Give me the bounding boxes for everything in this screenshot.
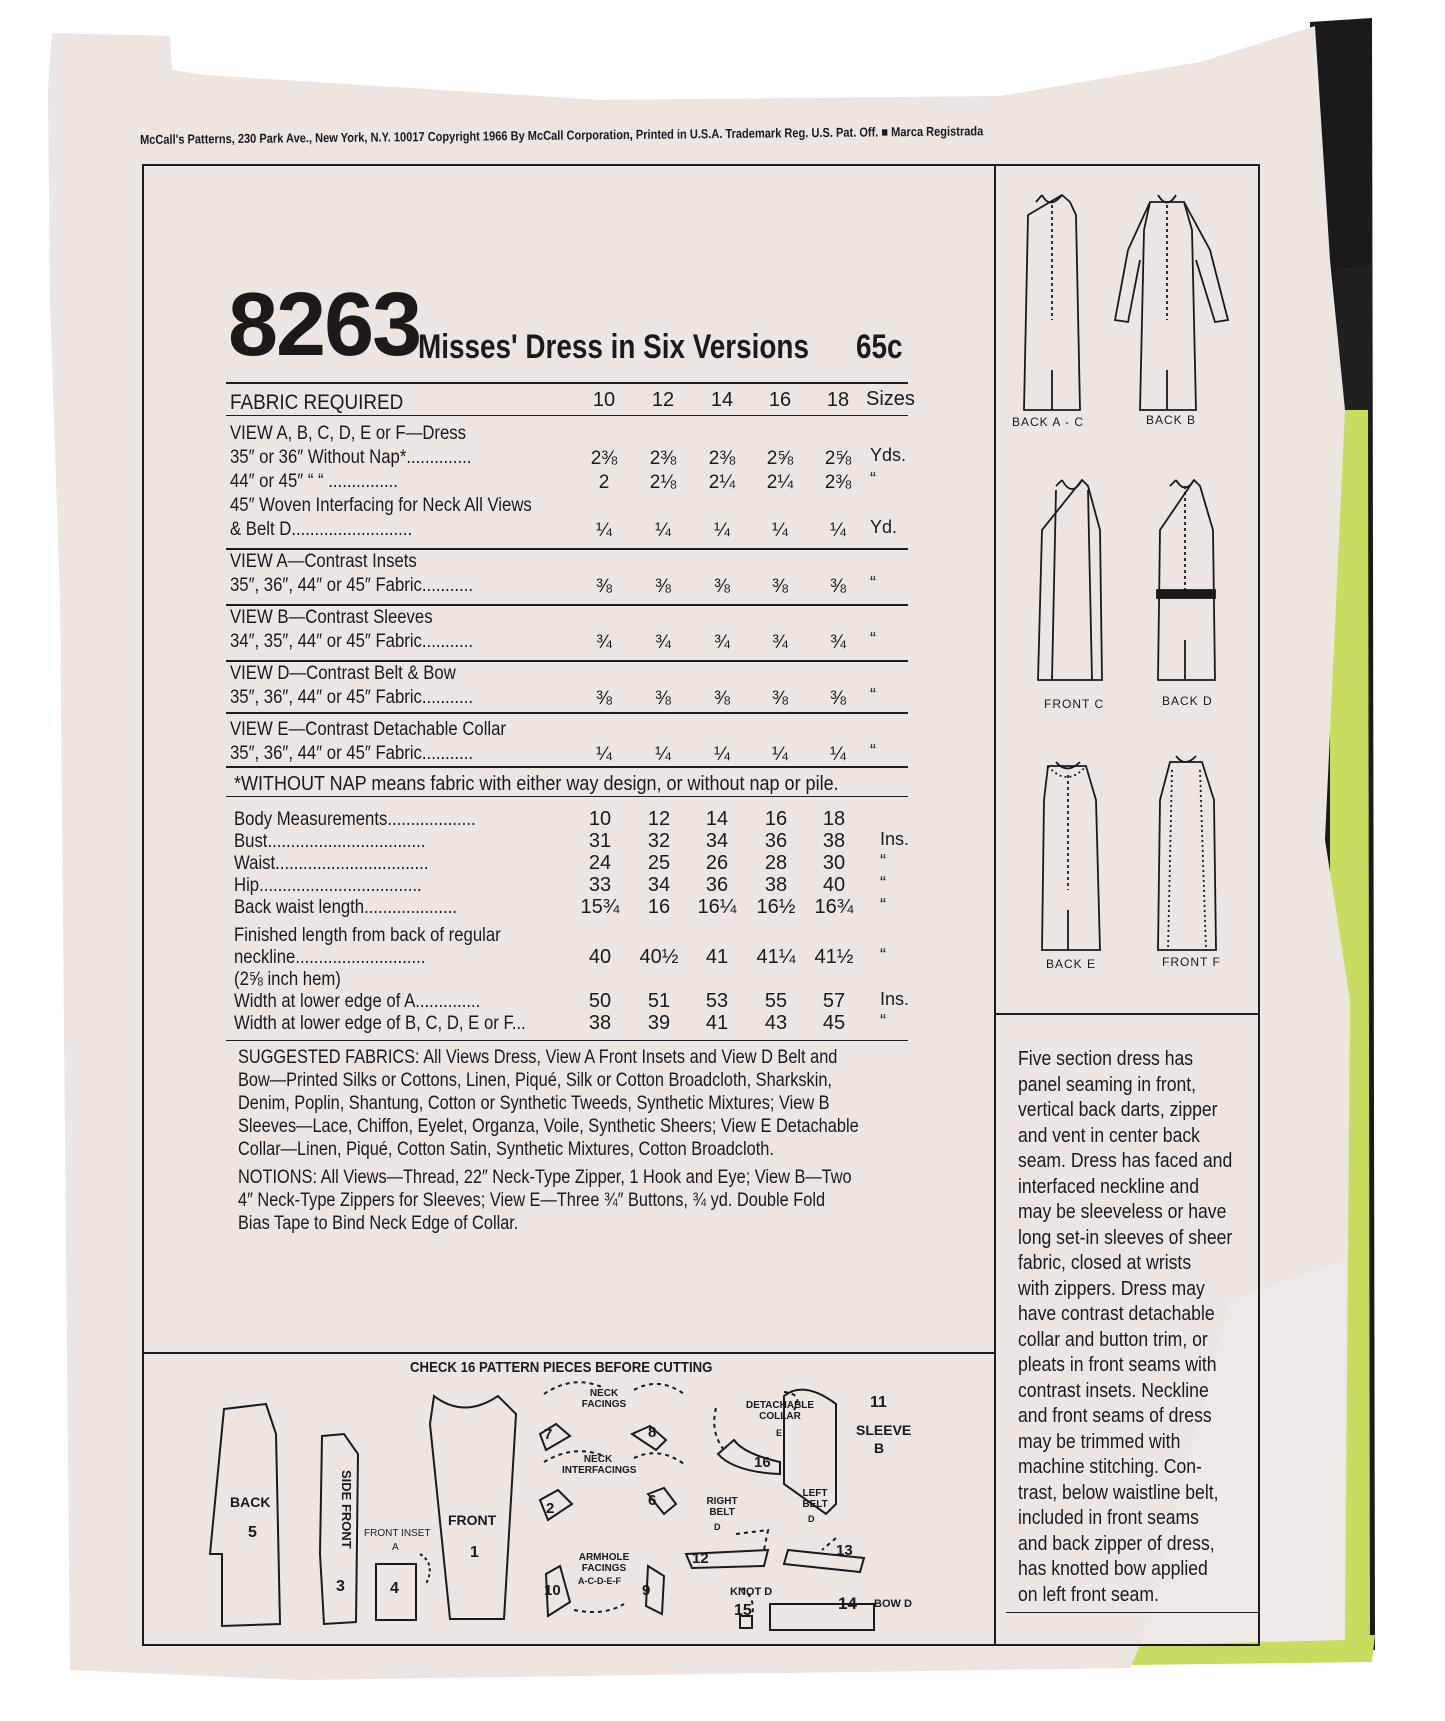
measurement-row-value: 32	[647, 830, 671, 852]
piece-armhole-facings-name: ARMHOLE FACINGS	[578, 1552, 630, 1574]
description-line: vertical back darts, zipper	[1018, 1099, 1218, 1121]
fabric-row-value: ¼	[655, 520, 671, 541]
measurement-row-unit: “	[880, 851, 886, 871]
fabric-row-value: ¼	[596, 520, 612, 541]
fabric-row-unit: “	[870, 741, 876, 761]
piece-front-inset-sub: A	[392, 1542, 399, 1553]
description-line: contrast insets. Neckline	[1018, 1379, 1209, 1402]
publisher-line: McCall's Patterns, 230 Park Ave., New York, N.Y. 10017 Copyright 1966 By McCall Corporation, Printed in U.S.A. Trademark Reg. U.S. Pat. Off. ■ Marca Registrada	[139, 123, 984, 147]
suggested-fabrics-line: Sleeves—Lace, Chiffon, Eyelet, Organza, Voile, Synthetic Sheers; View E Detachable	[238, 1116, 859, 1137]
fabric-row-value: ¼	[714, 520, 730, 541]
suggested-fabrics-line: Collar—Linen, Piqué, Cotton Satin, Synthetic Mixtures, Cotton Broadcloth.	[238, 1139, 774, 1160]
size-header: 16	[768, 389, 792, 411]
piece-sleeve-sub: B	[874, 1440, 885, 1456]
fabric-row-value: ¾	[830, 632, 846, 653]
measurement-row-value: 55	[764, 990, 788, 1012]
piece-right-belt-sub: D	[714, 1522, 721, 1532]
measurement-row-value: 43	[764, 1012, 788, 1034]
measurement-row-unit: “	[880, 945, 886, 965]
piece-front-name: FRONT	[448, 1512, 497, 1528]
view-label-back-b: BACK B	[1146, 413, 1197, 427]
piece-front-inset-number: 4	[390, 1580, 399, 1597]
fabric-row-value: ⅜	[596, 688, 612, 709]
fabric-top-rule	[226, 382, 908, 384]
measurement-row-label: Hip...................................	[234, 875, 422, 896]
fabric-row-value: 2⅛	[649, 472, 677, 493]
fabric-header-rule	[226, 415, 908, 416]
measurement-row-value: 16¼	[697, 896, 737, 918]
description-line: and back zipper of dress,	[1018, 1532, 1215, 1555]
view-label-front-f: FRONT F	[1162, 955, 1221, 969]
piece-sleeve-name: SLEEVE	[856, 1422, 912, 1438]
pattern-price: 65c	[856, 328, 903, 366]
size-header: 14	[710, 389, 734, 411]
measurement-row-value: 12	[647, 808, 671, 830]
fabric-row-unit: “	[870, 629, 876, 649]
measurement-row-label: Finished length from back of regular	[234, 925, 501, 946]
measurement-row-value: 24	[588, 852, 612, 874]
piece-armhole-facings-number: 10	[544, 1582, 561, 1599]
description-line: machine stitching. Con-	[1018, 1456, 1202, 1478]
fabric-heading: FABRIC REQUIRED	[230, 391, 404, 414]
measurement-row-unit: “	[880, 873, 886, 893]
fabric-row-unit: “	[870, 573, 876, 593]
description-line: panel seaming in front,	[1018, 1073, 1197, 1096]
measurement-row-label: Waist.................................	[234, 853, 429, 874]
fabric-row-label: 35″, 36″, 44″ or 45″ Fabric...........	[230, 575, 474, 596]
description-line: trast, below waistline belt,	[1018, 1481, 1219, 1504]
measurement-row-value: 16	[647, 896, 671, 918]
measurement-row-value: 40	[822, 874, 846, 896]
fabric-row-value: ¼	[596, 744, 612, 765]
measurement-row-value: 30	[822, 852, 846, 874]
fabric-row-value: ⅜	[655, 688, 671, 709]
measurement-row-value: 10	[588, 808, 612, 830]
piece-left-belt-sub: D	[808, 1514, 815, 1524]
piece-back-number: 5	[248, 1524, 257, 1541]
measurement-row-label: Back waist length....................	[234, 897, 458, 918]
divider-vertical	[994, 164, 996, 1644]
piece-detachable-collar-sub: E	[776, 1428, 783, 1438]
measurement-row-value: 38	[822, 830, 846, 852]
fabric-row-value: ¾	[714, 632, 730, 653]
piece-front-number: 1	[470, 1544, 479, 1561]
description-line: Five section dress has	[1018, 1048, 1194, 1070]
fabric-row-value: 2¼	[708, 472, 736, 493]
piece-neck-facings-number: 8	[648, 1424, 657, 1441]
piece-right-belt-name: RIGHT BELT	[706, 1496, 738, 1518]
fabric-row-value: ⅜	[714, 688, 730, 709]
piece-knot-number: 15	[734, 1602, 752, 1619]
notions-line: Bias Tape to Bind Neck Edge of Collar.	[238, 1213, 519, 1234]
fabric-row-rule	[226, 766, 908, 768]
fabric-row-label: 44″ or 45″ “ “ ...............	[230, 471, 398, 492]
notions-line: NOTIONS: All Views—Thread, 22″ Neck-Type Zipper, 1 Hook and Eye; View B—Two	[238, 1167, 852, 1188]
frame-bottom	[142, 1644, 1260, 1646]
fabric-row-value: ⅜	[714, 576, 730, 597]
fabric-row-label: VIEW A, B, C, D, E or F—Dress	[230, 423, 466, 444]
dress-views-illustration	[1000, 170, 1255, 1010]
measurement-row-value: 28	[764, 852, 788, 874]
description-line: has knotted bow applied	[1018, 1558, 1208, 1580]
frame-top	[142, 164, 1260, 166]
measurement-row-value: 15¾	[580, 896, 620, 918]
description-line: may be trimmed with	[1018, 1430, 1181, 1453]
fabric-row-value: ¼	[772, 520, 788, 541]
piece-neck-interfacings-name: NECK INTERFACINGS	[562, 1454, 637, 1476]
pattern-number: 8263	[228, 275, 421, 375]
measurement-row-value: 40	[588, 946, 612, 968]
notions-line: 4″ Neck-Type Zippers for Sleeves; View E—Three ¾″ Buttons, ¾ yd. Double Fold	[238, 1190, 826, 1211]
measurement-row-value: 38	[764, 874, 788, 896]
measurement-row-value: 16	[764, 808, 788, 830]
without-nap-footnote: *WITHOUT NAP means fabric with either way design, or without nap or pile.	[234, 773, 839, 795]
fabric-row-unit: Yd.	[870, 517, 898, 537]
measurement-row-unit: “	[880, 1011, 886, 1031]
view-label-back-a-c: BACK A - C	[1012, 415, 1085, 429]
fabric-row-rule	[226, 660, 908, 662]
measurement-row-value: 34	[647, 874, 671, 896]
fabric-row-label: 35″, 36″, 44″ or 45″ Fabric...........	[230, 743, 474, 764]
fabric-row-rule	[226, 548, 908, 550]
view-label-front-c: FRONT C	[1044, 697, 1105, 711]
fabric-row-value: ¼	[714, 744, 730, 765]
pattern-pieces-diagram	[144, 1354, 994, 1644]
measurement-row-value: 26	[705, 852, 729, 874]
fabric-row-label: 45″ Woven Interfacing for Neck All Views	[230, 495, 532, 516]
measurement-row-value: 41	[705, 1012, 729, 1034]
piece-armhole-facings-sub: A-C-D-E-F	[578, 1576, 621, 1586]
fabric-row-value: ¼	[830, 744, 846, 765]
fabric-row-value: ⅜	[830, 688, 846, 709]
fabric-row-label: VIEW B—Contrast Sleeves	[230, 607, 433, 628]
frame-right	[1258, 164, 1260, 1644]
fabric-row-value: 2⅝	[766, 448, 794, 469]
sizes-label: Sizes	[866, 388, 915, 410]
piece-neck-facings-name: NECK FACINGS	[581, 1388, 627, 1410]
measurement-row-unit: Ins.	[880, 829, 910, 849]
piece-bow-name: BOW D	[874, 1598, 912, 1610]
description-line: and vent in center back	[1018, 1124, 1200, 1147]
fabric-row-rule	[226, 712, 908, 714]
fabric-row-value: ¾	[655, 632, 671, 653]
fabric-row-label: VIEW A—Contrast Insets	[230, 551, 417, 572]
measurement-row-value: 51	[647, 990, 671, 1012]
fabric-row-label: 35″ or 36″ Without Nap*..............	[230, 447, 472, 468]
measurement-row-label: (2⅝ inch hem)	[234, 969, 341, 990]
fabric-row-rule	[226, 604, 908, 606]
measurement-row-value: 39	[647, 1012, 671, 1034]
divider-bottom-right	[1006, 1612, 1258, 1613]
fabric-row-value: 2⅝	[824, 448, 852, 469]
measurement-row-value: 57	[822, 990, 846, 1012]
fabric-row-value: ⅜	[830, 576, 846, 597]
measurement-row-label: neckline............................	[234, 947, 426, 968]
measurement-row-value: 40½	[639, 946, 679, 968]
fabric-row-label: 34″, 35″, 44″ or 45″ Fabric...........	[230, 631, 474, 652]
suggested-fabrics-line: Denim, Poplin, Shantung, Cotton or Synthetic Tweeds, Synthetic Mixtures; View B	[238, 1093, 830, 1114]
measurement-row-value: 16¾	[814, 896, 854, 918]
fabric-row-unit: Yds.	[870, 445, 907, 465]
measurement-row-value: 14	[705, 808, 729, 830]
fabric-row-value: ⅜	[772, 688, 788, 709]
fabric-row-value: 2⅜	[590, 448, 618, 469]
piece-front-inset-name: FRONT INSET	[364, 1528, 431, 1539]
piece-neck-interfacings-number: 6	[648, 1492, 657, 1509]
piece-side-front-name: SIDE FRONT	[339, 1470, 354, 1549]
fabric-row-value: ⅜	[596, 576, 612, 597]
measurement-row-value: 41¼	[756, 946, 796, 968]
footnote-rule	[226, 796, 908, 797]
description-line: interfaced neckline and	[1018, 1175, 1200, 1198]
piece-right-belt-number: 12	[692, 1550, 709, 1567]
piece-knot-name: KNOT D	[730, 1586, 773, 1598]
size-header: 18	[826, 389, 850, 411]
description-line: and front seams of dress	[1018, 1405, 1212, 1427]
fabric-row-label: 35″, 36″, 44″ or 45″ Fabric...........	[230, 687, 474, 708]
description-line: long set-in sleeves of sheer	[1018, 1226, 1233, 1249]
piece-sleeve-number: 11	[870, 1394, 887, 1411]
measurement-row-value: 53	[705, 990, 729, 1012]
measurement-row-value: 34	[705, 830, 729, 852]
measurement-row-value: 50	[588, 990, 612, 1012]
measurement-row-value: 36	[705, 874, 729, 896]
measurement-row-value: 16½	[756, 896, 796, 918]
piece-detachable-collar-name: DETACHABLE COLLAR	[745, 1400, 815, 1422]
fabric-row-value: 2⅜	[649, 448, 677, 469]
description-line: have contrast detachable	[1018, 1303, 1215, 1325]
fabric-row-value: ⅜	[655, 576, 671, 597]
fabric-row-value: ¾	[772, 632, 788, 653]
fabric-row-value: 2¼	[766, 472, 794, 493]
measurement-row-value: 18	[822, 808, 846, 830]
fabric-row-value: ¼	[830, 520, 846, 541]
piece-armhole-facings-number: 9	[642, 1582, 651, 1599]
description-line: may be sleeveless or have	[1018, 1201, 1227, 1223]
measurement-row-value: 41	[705, 946, 729, 968]
fabric-row-value: ¾	[596, 632, 612, 653]
measurement-row-value: 33	[588, 874, 612, 896]
divider-right-horizontal	[996, 1013, 1259, 1015]
piece-bow-number: 14	[838, 1594, 857, 1613]
fabric-row-value: ¼	[655, 744, 671, 765]
piece-neck-facings-number: 7	[544, 1426, 553, 1443]
pattern-name: Misses' Dress in Six Versions	[418, 328, 809, 366]
piece-left-belt-number: 13	[836, 1542, 853, 1559]
description-line: collar and button trim, or	[1018, 1328, 1208, 1351]
fabric-row-value: 2⅜	[708, 448, 736, 469]
size-header: 10	[592, 389, 616, 411]
fabric-row-label: VIEW D—Contrast Belt & Bow	[230, 663, 456, 684]
piece-back-name: BACK	[230, 1494, 271, 1510]
fabric-row-label: VIEW E—Contrast Detachable Collar	[230, 719, 506, 740]
fabric-row-unit: “	[870, 685, 876, 705]
measurements-rule	[226, 1040, 908, 1041]
view-label-back-d: BACK D	[1162, 694, 1213, 708]
piece-neck-interfacings-number: 2	[546, 1500, 555, 1517]
measurement-row-value: 25	[647, 852, 671, 874]
fabric-row-value: ¼	[772, 744, 788, 765]
fabric-row-value: 2	[598, 472, 610, 493]
description-line: pleats in front seams with	[1018, 1354, 1217, 1376]
measurement-row-unit: “	[880, 895, 886, 915]
suggested-fabrics-line: SUGGESTED FABRICS: All Views Dress, View A Front Insets and View D Belt and	[238, 1047, 838, 1068]
measurement-row-unit: Ins.	[880, 989, 910, 1009]
description-line: fabric, closed at wrists	[1018, 1252, 1192, 1274]
measurement-row-value: 41½	[814, 946, 854, 968]
view-label-back-e: BACK E	[1046, 957, 1097, 971]
measurement-row-value: 31	[588, 830, 612, 852]
description-line: on left front seam.	[1018, 1583, 1159, 1606]
measurement-row-value: 36	[764, 830, 788, 852]
piece-left-belt-name: LEFT BELT	[802, 1488, 828, 1510]
description-line: included in front seams	[1018, 1507, 1199, 1529]
measurement-row-label: Width at lower edge of A..............	[234, 991, 481, 1012]
measurement-row-value: 45	[822, 1012, 846, 1034]
fabric-row-value: 2⅜	[824, 472, 852, 493]
piece-detachable-collar-number: 16	[754, 1454, 771, 1471]
piece-side-front-number: 3	[336, 1578, 345, 1595]
measurement-row-label: Width at lower edge of B, C, D, E or F...	[234, 1013, 526, 1034]
pattern-pieces-heading: CHECK 16 PATTERN PIECES BEFORE CUTTING	[410, 1359, 713, 1376]
suggested-fabrics-line: Bow—Printed Silks or Cottons, Linen, Piqué, Silk or Cotton Broadcloth, Sharkskin,	[238, 1070, 832, 1091]
description-line: with zippers. Dress may	[1018, 1277, 1205, 1300]
description-line: seam. Dress has faced and	[1018, 1150, 1233, 1172]
fabric-row-unit: “	[870, 469, 876, 489]
measurement-row-label: Body Measurements...................	[234, 809, 476, 830]
measurement-row-value: 38	[588, 1012, 612, 1034]
size-header: 12	[651, 389, 675, 411]
fabric-row-label: & Belt D..........................	[230, 519, 413, 540]
fabric-row-value: ⅜	[772, 576, 788, 597]
measurement-row-label: Bust..................................	[234, 831, 426, 852]
